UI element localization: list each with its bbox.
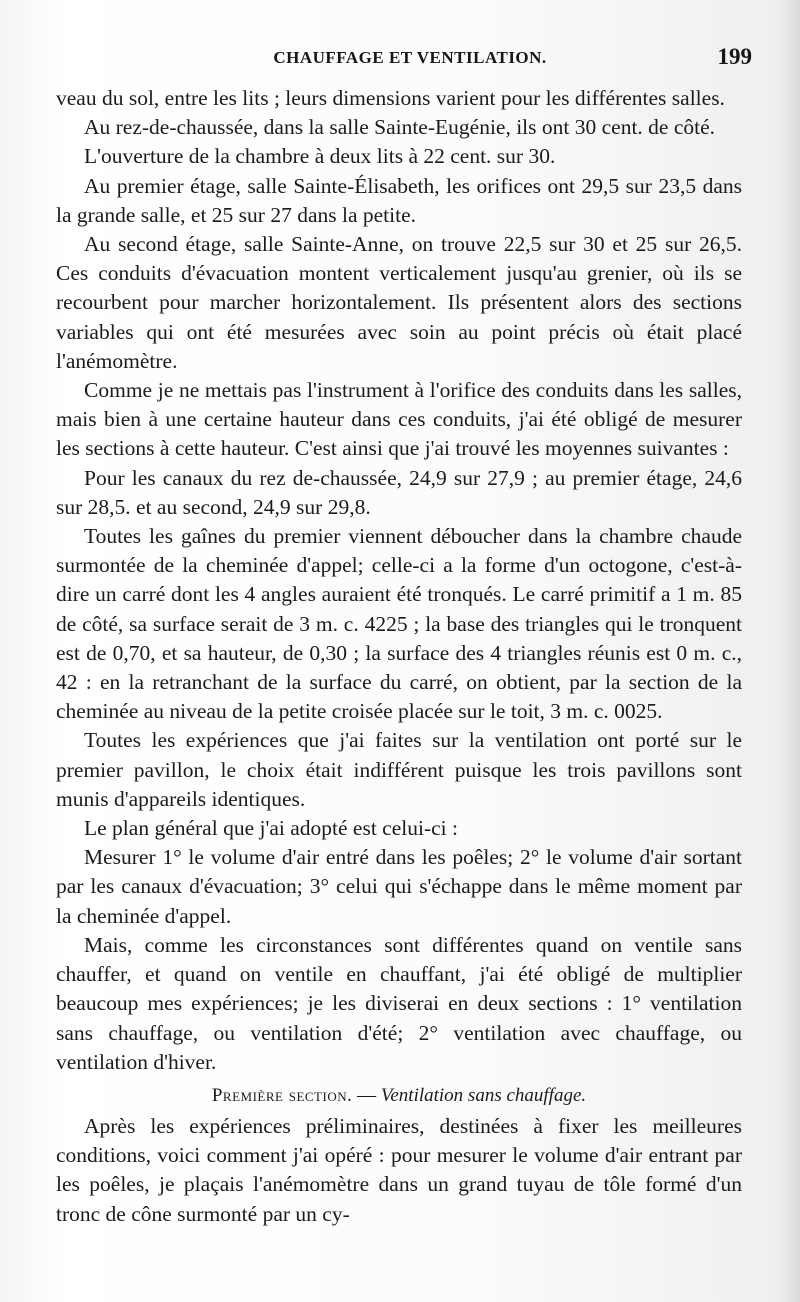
- running-head: [60, 44, 760, 74]
- paragraph: L'ouverture de la chambre à deux lits à 22 cent. sur 30.: [84, 144, 556, 169]
- section-dash: —: [352, 1084, 381, 1106]
- paragraph-continuation: veau du sol, entre les lits ; leurs dimensions varient pour les différentes salles.: [56, 86, 725, 110]
- paragraph: Mais, comme les circonstances sont différentes quand on ventile sans chauffer, et quand on ventile en chauffant, j'ai été obligé de multiplier beaucoup mes expériences; je les diviserai en deux sections : 1° ventilation sans chauffage, ou ventilation d'été; 2° ventilation avec chauffage, ou ventilation d'hiver.: [56, 932, 742, 1074]
- paragraph: Mesurer 1° le volume d'air entré dans les poêles; 2° le volume d'air sortant par les canaux d'évacuation; 3° celui qui s'échappe dans le même moment par la cheminée d'appel.: [56, 845, 742, 928]
- paragraph: Au premier étage, salle Sainte-Élisabeth, les orifices ont 29,5 sur 23,5 dans la grande salle, et 25 sur 27 dans la petite.: [56, 173, 742, 227]
- paragraph: Pour les canaux du rez de-chaussée, 24,9 sur 27,9 ; au premier étage, 24,6 sur 28,5. et au second, 24,9 sur 29,8.: [56, 465, 742, 519]
- page-number: 199: [717, 44, 752, 69]
- section-title: Ventilation sans chauffage.: [380, 1084, 587, 1106]
- paragraph: Après les expériences préliminaires, destinées à fixer les meilleures conditions, voici comment j'ai opéré : pour mesurer le volume d'air entrant par les poêles, je plaçais l'anémomètre dans un grand tuyau de tôle formé d'un tronc de cône surmonté par un cy-: [56, 1113, 742, 1226]
- running-title: CHAUFFAGE ET VENTILATION.: [273, 48, 547, 67]
- page-edge-shadow: [778, 0, 800, 1302]
- paragraph: Au second étage, salle Sainte-Anne, on trouve 22,5 sur 30 et 25 sur 26,5. Ces conduits d'évacuation montent verticalement jusqu'au grenier, où ils se recourbent pour marcher horizontalement. Ils présentent alors des sections variables qui ont été mesurées avec soin au point précis où était placé l'anémomètre.: [56, 232, 742, 373]
- section-heading: [56, 1081, 742, 1110]
- paragraph: Au rez-de-chaussée, dans la salle Sainte-Eugénie, ils ont 30 cent. de côté.: [84, 115, 716, 140]
- section-label: Première section.: [211, 1084, 353, 1106]
- paragraph: Comme je ne mettais pas l'instrument à l'orifice des conduits dans les salles, mais bien à une certaine hauteur dans ces conduits, j'ai été obligé de mesurer les sections à cette hauteur. C'est ainsi que j'ai trouvé les moyennes suivantes :: [56, 378, 742, 461]
- paragraph: Toutes les expériences que j'ai faites sur la ventilation ont porté sur le premier pavillon, le choix était indifférent puisque les trois pavillons sont munis d'appareils identiques.: [56, 728, 742, 811]
- body-text: [56, 84, 742, 1229]
- paragraph: Le plan général que j'ai adopté est celui-ci :: [84, 816, 458, 841]
- paragraph: Toutes les gaînes du premier viennent déboucher dans la chambre chaude surmontée de la cheminée d'appel; celle-ci a la forme d'un octogone, c'est-à-dire un carré dont les 4 angles auraient été tronqués. Le carré primitif a 1 m. 85 de côté, sa surface serait de 3 m. c. 4225 ; la base des triangles qui le tronquent est de 0,70, et sa hauteur, de 0,30 ; la surface des 4 triangles réunis est 0 m. c., 42 : en la retranchant de la surface du carré, on obtient, par la section de la cheminée au niveau de la petite croisée placée sur le toit, 3 m. c. 0025.: [56, 524, 742, 724]
